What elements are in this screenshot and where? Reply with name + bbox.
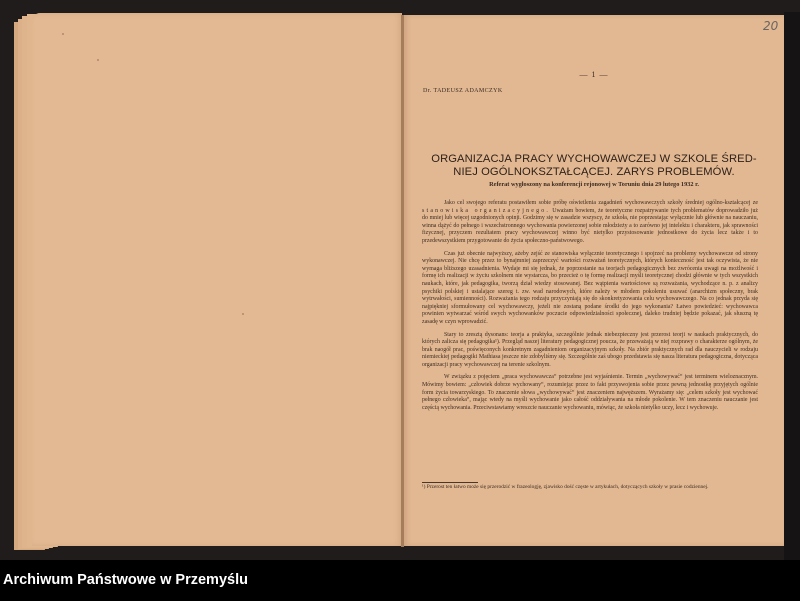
author-name: Dr. TADEUSZ ADAMCZYK (423, 88, 503, 94)
paragraph-1: Jako cel swojego referatu postawiłem sobie próbę oświetlenia zagadnień wychowawczych szkoły średniej ogólno-kształcącej ze stanowiska organizacyjnego. Uważam bowiem, że teoretyczne rozpatrywanie tych problematów doprowadziło już do mniej lub więcej uzgodnionych opinji. Godzimy się w zasadzie wszyscy, że szkoła, nie poprzestając wyłącznie lub głównie na nauczaniu, winna dążyć do pełnego i wszechstronnego wychowania powierzonej sobie młodzieży a to zarówno jej intelektu i charakteru, jak sprawności fizycznej, przyczem rezultatem pracy wychowawczej winno być nietylko przystosowanie jednostkowe do życia lecz także i to przedewszystkiem przygotowanie do życia społeczno-państwowego. (422, 200, 758, 244)
paper-speck (62, 33, 64, 35)
paragraph-2: Czas już obecnie najwyższy, ażeby zejść ze stanowiska wyłącznie teoretycznego i spojrzeć na problemy wychowawcze od strony wykonawczej. Nie chcę przez to bynajmniej zaprzeczyć wartości rozważań teoretycznych, których konieczność jest tak oczywista, że nie wymaga bliższego uzasadnienia. Wydaje mi się jednak, że poprzestanie na teorjach pedagogicznych bez zwrócenia uwagi na możliwość i formę ich realizacji w życiu szkolnem nie wystarcza, bo przecież o tę formę realizacji myśli teoretycznej chodzi głównie w tych wszystkich naukach, które, jak pedagogika, tworzą dział wiedzy stosowanej. Bez wątpienia wartościowe są rozważania, wychodzące n. p. z analizy psychiki polskiej i ustalające szereg t. zw. wad narodowych, które należy w młodem pokoleniu usuwać (anarchizm społeczny, brak wytrwałości, sumienności). Rozważania tego rodzaju przyczyniają się do skonkretyzowania celu wychowawczego. Na co jednak przyda się najpiękniej sformułowany cel wychowawczy, jeżeli nie zostaną podane środki do jego wykonania? Łatwo powiedzieć: wychowawca powinien wytwarzać wśród swych wychowanków poczucie odpowiedzialności społecznej, daleko trudniej będzie pokazać, jak słuszną tę zasadę w czyn wprowadzić. (422, 250, 758, 325)
paper-speck (97, 59, 99, 61)
footnote: ¹) Przerost ten łatwo może się przerodzić w frazeologję, zjawisko dość częste w artykułach, dotyczących szkoły w prasie codziennej. (422, 484, 709, 490)
paragraph-4: W związku z pojęciem „praca wychowawcza“ potrzebne jest wyjaśnienie. Termin „wychowywać“ jest terminem wieloznacznym. Mówimy bowiem: „człowiek dobrze wychowany“, rozumiejąc przez to fakt przyswojenia sobie przez pewną jednostkę przyjętych ogólnie form życia towarzyskiego. To znaczenie słowa „wychowywać“ jest znaczeniem najwęższem. Wyrażamy się: „celem szkoły jest wychować pełnego człowieka“, mając wtedy na myśli wychowanie jako całość oddziaływania na młode pokolenie. W tem znaczeniu nauczanie jest częścią wychowania. Przeciwstawiamy wreszcie nauczanie wychowaniu, mówiąc, że szkoła nietylko uczy, lecz i wychowuje. (422, 374, 758, 411)
article-subtitle: Referat wygłoszony na konferencji rejonowej w Toruniu dnia 29 lutego 1932 r. (489, 181, 699, 188)
page-number: — 1 — (579, 70, 609, 79)
title-line-1: ORGANIZACJA PRACY WYCHOWAWCZEJ W SZKOLE ŚRED- (431, 153, 757, 165)
right-text-page (404, 15, 784, 546)
left-blank-page (32, 13, 402, 546)
emphasized-phrase: stanowiska organizacyjnego. (422, 207, 551, 214)
paragraph-3: Stary to zresztą dysonans: teorja a praktyka, szczególnie jednak niebezpieczny jest przerost teorji w naukach praktycznych, do których zalicza się pedagogika¹). Przegląd naszej literatury pedagogicznej poucza, że przeważają w niej rozprawy o charakterze ogólnym, że brak naogół prac, poświęconych konkretnym zagadnieniom organizacyjnym szkoły. Na zbiór praktycznych rad dla nauczycieli w rodzaju niemieckiej pedagogiki Mathiasa jeszcze nie zdobyliśmy się. Szczególnie zaś ubogo przedstawia się nasza literatura pedagogiczna, dotycząca organizacji pracy wychowawczej na terenie szkolnym. (422, 331, 758, 368)
title-line-2: NIEJ OGÓLNOKSZTAŁCĄCEJ. ZARYS PROBLEMÓW. (453, 166, 735, 178)
scan-border (784, 12, 800, 560)
archive-name: Archiwum Państwowe w Przemyślu (3, 572, 248, 588)
footnote-divider (422, 482, 478, 483)
archive-caption-bar (0, 560, 800, 601)
archive-pencil-number: 20 (763, 19, 779, 33)
article-title (414, 153, 774, 179)
paper-speck (242, 313, 244, 315)
article-body (422, 200, 758, 417)
